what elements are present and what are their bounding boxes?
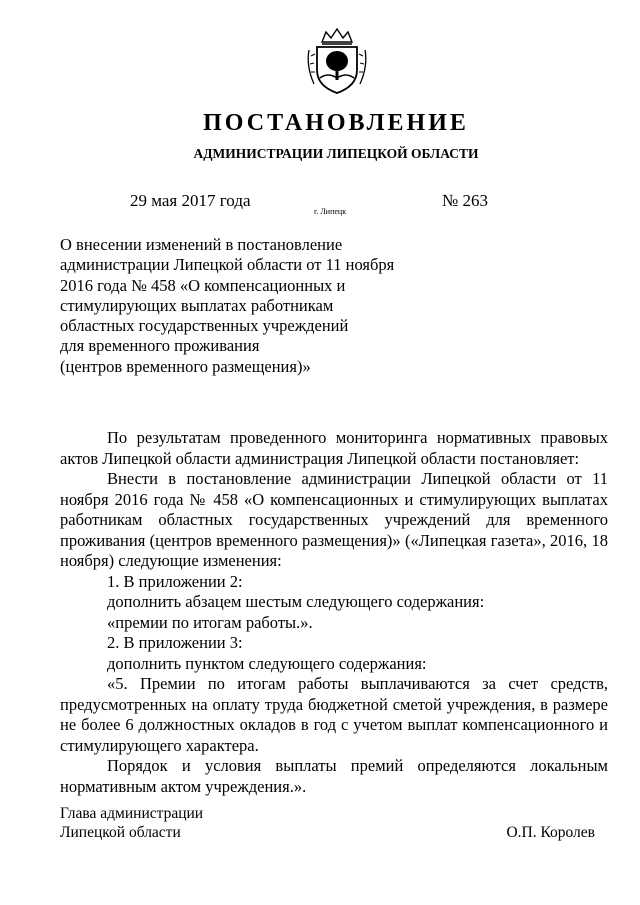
document-subject — [60, 235, 420, 377]
signature-block — [60, 804, 608, 842]
document-number: № 263 — [442, 191, 488, 210]
subject-line: областных государственных учреждений — [60, 316, 349, 336]
body-paragraph: дополнить пунктом следующего содержания: — [107, 653, 427, 673]
subject-line: администрации Липецкой области от 11 ноября — [60, 255, 395, 275]
subject-line: стимулирующих выплатах работникам — [60, 295, 334, 315]
signature-name: О.П. Королев — [506, 824, 595, 841]
signature-position-line: Глава администрации — [60, 805, 204, 822]
body-paragraph: «премии по итогам работы.». — [107, 612, 313, 632]
document-subtitle: АДМИНИСТРАЦИИ ЛИПЕЦКОЙ ОБЛАСТИ — [193, 146, 479, 161]
document-title: ПОСТАНОВЛЕНИЕ — [203, 110, 469, 136]
body-paragraph: 2. В приложении 3: — [107, 633, 243, 652]
body-paragraph: дополнить абзацем шестым следующего содержания: — [107, 592, 485, 611]
document-date: 29 мая 2017 года — [130, 191, 251, 210]
body-paragraph: Внести в постановление администрации Липецкой области от 11 ноября 2016 года № 458 «О компенсационных и стимулирующих выплатах работникам областных государственных учреждений для временного проживания (центров временного размещения)» («Липецкая газета», 2016, 18 ноября) следующие изменения: — [60, 469, 608, 570]
subject-line: 2016 года № 458 «О компенсационных и — [60, 275, 346, 295]
coat-of-arms-icon — [304, 26, 370, 96]
document-place: г. Липецк — [314, 207, 347, 216]
body-paragraph: 1. В приложении 2: — [107, 571, 243, 591]
document-body — [60, 428, 608, 797]
body-paragraph: «5. Премии по итогам работы выплачиваются за счет средств, предусмотренных на оплату труда бюджетной сметой учреждения, в размере не более 6 должностных окладов в год с учетом выплат компенсационного и стимулирующего характера. — [60, 674, 608, 755]
signature-position-line: Липецкой области — [60, 824, 181, 841]
body-paragraph: Порядок и условия выплаты премий определяются локальным нормативным актом учреждения.». — [60, 756, 608, 796]
subject-line: для временного проживания — [60, 336, 260, 356]
subject-line: (центров временного размещения)» — [60, 356, 311, 376]
body-paragraph: По результатам проведенного мониторинга нормативных правовых актов Липецкой области администрация Липецкой области постановляет: — [60, 428, 608, 468]
subject-line: О внесении изменений в постановление — [60, 235, 343, 254]
